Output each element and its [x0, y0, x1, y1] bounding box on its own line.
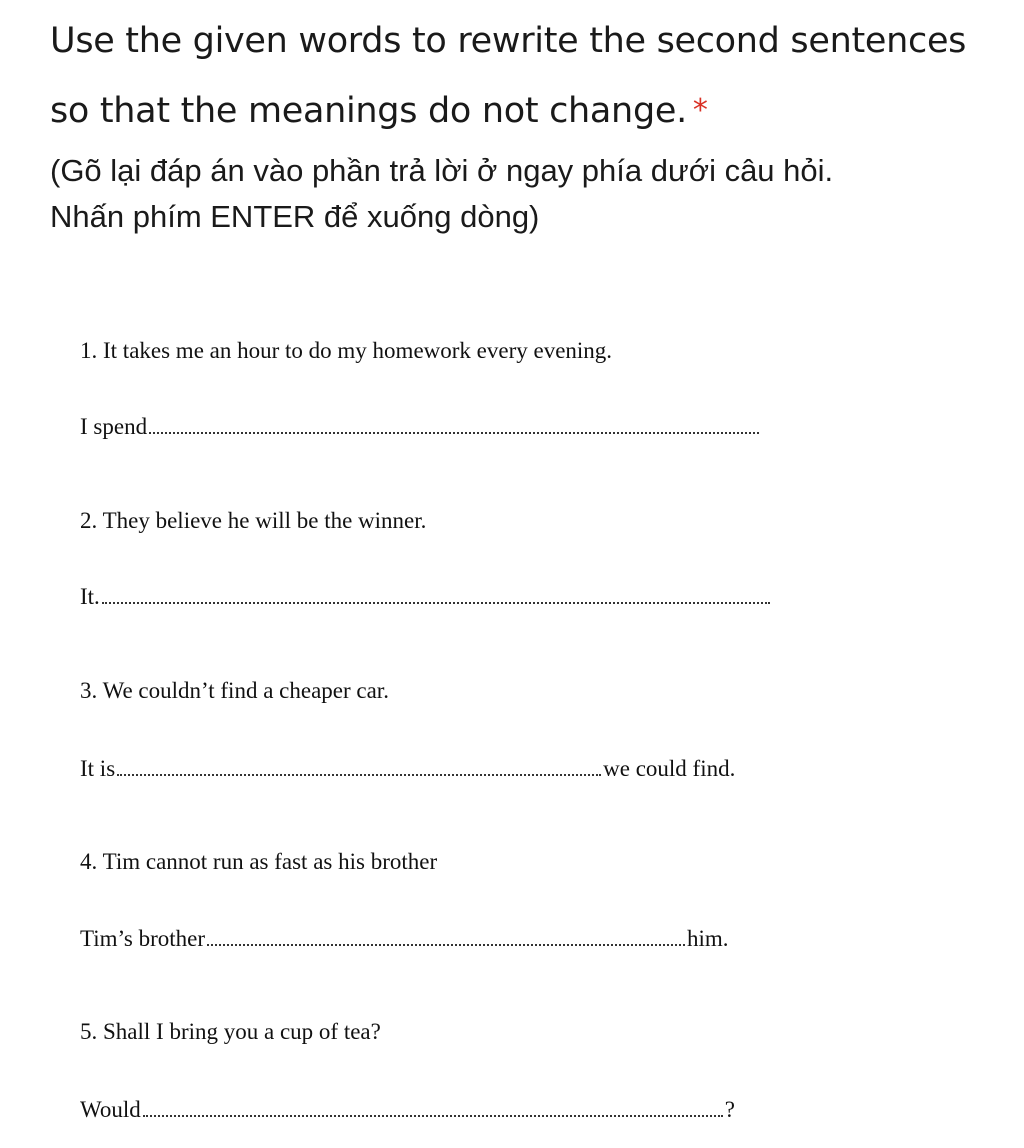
- answer-blank: [149, 431, 759, 434]
- question-description: [50, 148, 1010, 240]
- question-image: [0, 300, 1024, 1148]
- answer-blank: [143, 1114, 723, 1117]
- exercise-answer-line: [80, 584, 772, 610]
- exercise-sentence: 1. It takes me an hour to do my homework every evening.: [80, 338, 613, 363]
- exercise-sentence: 3. We couldn’t find a cheaper car.: [80, 678, 389, 703]
- answer-prompt: I spend: [80, 414, 148, 439]
- exercise-sentence: 5. Shall I bring you a cup of tea?: [80, 1019, 381, 1044]
- answer-ending: him.: [687, 926, 729, 951]
- answer-ending: ?: [724, 1097, 735, 1122]
- description-line: Nhấn phím ENTER để xuống dòng): [50, 199, 540, 234]
- answer-prompt: It.: [80, 584, 100, 609]
- question-title: Use the given words to rewrite the second sentences so that the meanings do not change. *: [50, 21, 967, 131]
- description-line: (Gõ lại đáp án vào phần trả lời ở ngay phía dưới câu hỏi.: [50, 153, 834, 188]
- answer-prompt: Would: [80, 1097, 141, 1122]
- answer-blank: [207, 943, 685, 946]
- exercise-sentence: 2. They believe he will be the winner.: [80, 508, 427, 533]
- answer-ending: we could find.: [603, 756, 736, 781]
- question-header: [50, 6, 1010, 240]
- exercise-answer-line: [80, 414, 761, 440]
- answer-blank: [117, 773, 601, 776]
- answer-prompt: Tim’s brother: [80, 926, 206, 951]
- exercise-answer-line: [80, 1097, 735, 1123]
- answer-prompt: It is: [80, 756, 116, 781]
- exercise-answer-line: [80, 756, 735, 782]
- exercise-sentence: 4. Tim cannot run as fast as his brother: [80, 849, 438, 874]
- required-marker: *: [692, 93, 708, 128]
- exercise-answer-line: [80, 926, 729, 952]
- answer-blank: [102, 601, 770, 604]
